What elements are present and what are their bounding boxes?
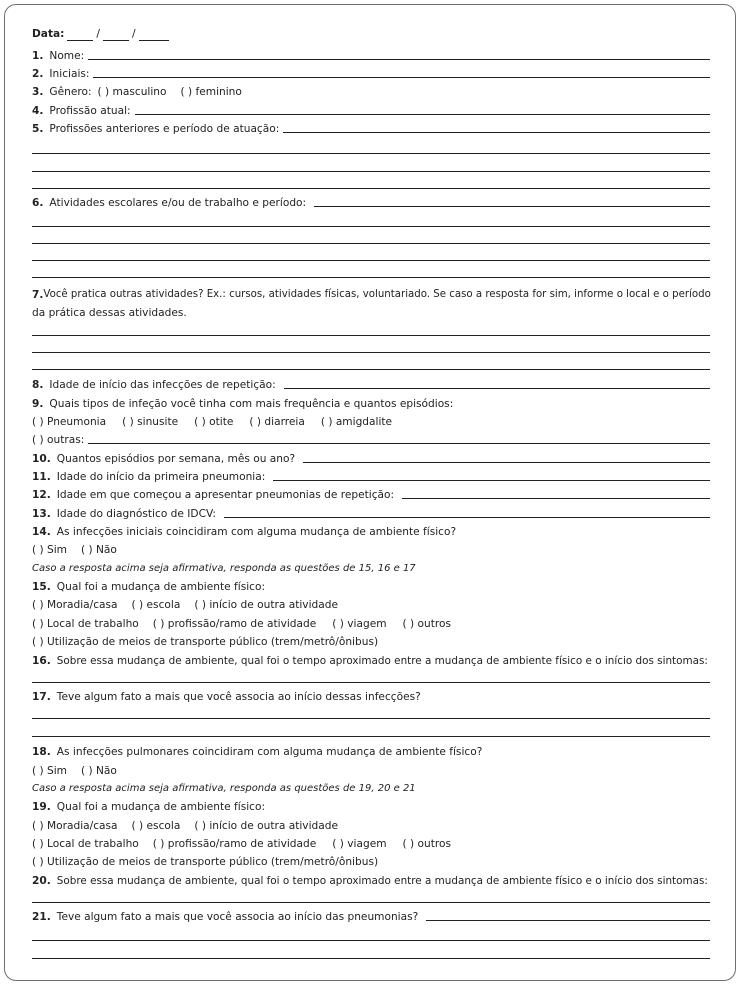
q14-yes-option[interactable]: ( ) Sim <box>32 544 67 556</box>
date-sep-1: / <box>96 28 100 40</box>
question-21-number: 21. <box>32 911 51 923</box>
date-sep-2: / <box>131 28 136 40</box>
q19-home-option[interactable]: ( ) Moradia/casa <box>32 820 118 832</box>
question-5 <box>32 122 710 136</box>
answer-line[interactable] <box>32 188 710 189</box>
q19-school-option[interactable]: ( ) escola <box>131 820 181 832</box>
question-12 <box>32 488 710 502</box>
question-7-label-continued: da prática dessas atividades. <box>32 307 187 319</box>
question-14-options <box>32 543 710 557</box>
q15-public-transport-option[interactable]: ( ) Utilização de meios de transporte público (trem/metrô/ônibus) <box>32 636 379 648</box>
answer-line[interactable] <box>32 226 710 227</box>
q19-options-row-2 <box>32 837 710 851</box>
infection-start-age-field[interactable] <box>284 388 710 389</box>
name-field[interactable] <box>88 59 710 60</box>
answer-line[interactable] <box>32 940 710 941</box>
answer-line[interactable] <box>32 243 710 244</box>
gender-female-option[interactable]: ( ) feminino <box>180 86 242 98</box>
other-infections-option[interactable]: ( ) outras: <box>32 434 85 446</box>
pneumonia-association-field[interactable] <box>426 920 710 921</box>
q19-workplace-option[interactable]: ( ) Local de trabalho <box>32 838 139 850</box>
question-13 <box>32 507 710 521</box>
question-14-note <box>32 562 710 576</box>
q15-other-option[interactable]: ( ) outros <box>402 618 452 630</box>
q15-workplace-option[interactable]: ( ) Local de trabalho <box>32 618 139 630</box>
question-2-label: Iniciais: <box>49 68 90 80</box>
date-row <box>32 27 710 41</box>
question-18-options <box>32 764 710 778</box>
question-2 <box>32 67 710 81</box>
question-20-label: Sobre essa mudança de ambiente, qual foi o tempo aproximado entre a mudança de ambiente físico e o início dos sintomas: <box>56 875 708 887</box>
question-12-number: 12. <box>32 489 51 501</box>
question-1 <box>32 49 710 63</box>
question-14-label: As infecções iniciais coincidiram com alguma mudança de ambiente físico? <box>56 526 457 538</box>
question-17-number: 17. <box>32 691 51 703</box>
question-21 <box>32 910 710 924</box>
question-21-label: Teve algum fato a mais que você associa ao início das pneumonias? <box>56 911 419 923</box>
question-5-number: 5. <box>32 123 44 135</box>
answer-line[interactable] <box>32 153 710 154</box>
first-pneumonia-age-field[interactable] <box>273 480 710 481</box>
question-12-label: Idade em que começou a apresentar pneumonias de repetição: <box>56 489 395 501</box>
answer-line[interactable] <box>32 958 710 959</box>
question-1-label: Nome: <box>49 50 85 62</box>
question-11-label: Idade do início da primeira pneumonia: <box>56 471 266 483</box>
question-14-number: 14. <box>32 526 51 538</box>
pneumonia-option[interactable]: ( ) Pneumonia <box>32 416 107 428</box>
answer-line[interactable] <box>32 352 710 353</box>
q19-profession-option[interactable]: ( ) profissão/ramo de atividade <box>152 838 317 850</box>
question-16-label: Sobre essa mudança de ambiente, qual foi o tempo aproximado entre a mudança de ambiente físico e o início dos sintomas: <box>56 655 708 667</box>
q15-travel-option[interactable]: ( ) viagem <box>332 618 387 630</box>
idcv-diagnosis-age-field[interactable] <box>224 517 710 518</box>
question-16-number: 16. <box>32 655 51 667</box>
tonsillitis-option[interactable]: ( ) amigdalite <box>320 416 393 428</box>
date-day-field[interactable] <box>67 30 93 41</box>
q15-options-row-1 <box>32 598 710 612</box>
otitis-option[interactable]: ( ) otite <box>194 416 234 428</box>
q19-travel-option[interactable]: ( ) viagem <box>332 838 387 850</box>
question-13-label: Idade do diagnóstico de IDCV: <box>56 508 216 520</box>
question-18-label: As infecções pulmonares coincidiram com alguma mudança de ambiente físico? <box>56 746 483 758</box>
q15-options-row-3 <box>32 635 710 649</box>
q14-no-option[interactable]: ( ) Não <box>81 544 117 556</box>
conditional-note: Caso a resposta acima seja afirmativa, responda as questões de 15, 16 e 17 <box>32 563 416 574</box>
gender-male-option[interactable]: ( ) masculino <box>97 86 167 98</box>
question-3-label: Gênero: <box>49 86 92 98</box>
question-9 <box>32 397 710 411</box>
answer-line[interactable] <box>32 902 710 903</box>
question-8-number: 8. <box>32 379 44 391</box>
question-15-label: Qual foi a mudança de ambiente físico: <box>56 581 266 593</box>
question-1-number: 1. <box>32 50 44 62</box>
q19-options-row-3 <box>32 855 710 869</box>
q15-new-activity-option[interactable]: ( ) início de outra atividade <box>194 599 338 611</box>
previous-professions-field[interactable] <box>283 132 710 133</box>
q19-other-option[interactable]: ( ) outros <box>402 838 452 850</box>
question-4-number: 4. <box>32 105 44 117</box>
question-6-label: Atividades escolares e/ou de trabalho e período: <box>49 197 307 209</box>
question-10 <box>32 452 710 466</box>
question-18 <box>32 745 710 759</box>
question-19-number: 19. <box>32 801 51 813</box>
question-7 <box>32 288 710 302</box>
question-9-label: Quais tipos de infeção você tinha com mais frequência e quantos episódios: <box>49 398 454 410</box>
school-work-activities-field[interactable] <box>314 206 710 207</box>
question-20-number: 20. <box>32 875 51 887</box>
question-4-label: Profissão atual: <box>49 105 131 117</box>
date-label: Data: <box>32 28 65 40</box>
question-7-label: Você pratica outras atividades? Ex.: cursos, atividades físicas, voluntariado. Se caso a resposta for sim, informe o local e o período <box>43 289 711 300</box>
conditional-note: Caso a resposta acima seja afirmativa, responda as questões de 19, 20 e 21 <box>32 783 416 794</box>
question-6 <box>32 196 710 210</box>
question-8-label: Idade de início das infecções de repetição: <box>49 379 276 391</box>
question-7-number: 7. <box>32 289 44 301</box>
other-infections-row <box>32 433 710 447</box>
question-16 <box>32 654 710 668</box>
question-8 <box>32 378 710 392</box>
question-5-label: Profissões anteriores e período de atuação: <box>49 123 280 135</box>
answer-line[interactable] <box>32 718 710 719</box>
date-year-field[interactable] <box>139 30 169 41</box>
current-profession-field[interactable] <box>135 114 710 115</box>
answer-line[interactable] <box>32 277 710 278</box>
question-11-number: 11. <box>32 471 51 483</box>
question-17-label: Teve algum fato a mais que você associa ao início dessas infecções? <box>56 691 421 703</box>
sinusitis-option[interactable]: ( ) sinusite <box>122 416 179 428</box>
question-3-number: 3. <box>32 86 44 98</box>
answer-line[interactable] <box>32 335 710 336</box>
question-18-note <box>32 782 710 796</box>
answer-line[interactable] <box>32 260 710 261</box>
question-13-number: 13. <box>32 508 51 520</box>
q19-new-activity-option[interactable]: ( ) início de outra atividade <box>194 820 338 832</box>
question-10-label: Quantos episódios por semana, mês ou ano? <box>56 453 296 465</box>
q15-home-option[interactable]: ( ) Moradia/casa <box>32 599 118 611</box>
q19-options-row-1 <box>32 819 710 833</box>
date-month-field[interactable] <box>103 30 129 41</box>
question-3 <box>32 85 710 99</box>
question-19 <box>32 800 710 814</box>
q19-public-transport-option[interactable]: ( ) Utilização de meios de transporte público (trem/metrô/ônibus) <box>32 856 379 868</box>
question-11 <box>32 470 710 484</box>
repeat-pneumonia-age-field[interactable] <box>402 498 710 499</box>
question-10-number: 10. <box>32 453 51 465</box>
q15-options-row-2 <box>32 617 710 631</box>
question-14 <box>32 525 710 539</box>
question-6-number: 6. <box>32 197 44 209</box>
question-20 <box>32 874 710 888</box>
question-15-number: 15. <box>32 581 51 593</box>
infection-types-options <box>32 415 710 429</box>
question-17 <box>32 690 710 704</box>
episodes-frequency-field[interactable] <box>303 462 710 463</box>
q15-school-option[interactable]: ( ) escola <box>131 599 181 611</box>
question-18-number: 18. <box>32 746 51 758</box>
question-19-label: Qual foi a mudança de ambiente físico: <box>56 801 266 813</box>
answer-line[interactable] <box>32 171 710 172</box>
question-7-continued <box>32 306 710 320</box>
question-15 <box>32 580 710 594</box>
question-4 <box>32 104 710 118</box>
diarrhea-option[interactable]: ( ) diarreia <box>249 416 305 428</box>
question-9-number: 9. <box>32 398 44 410</box>
other-infections-field[interactable] <box>88 443 710 444</box>
question-2-number: 2. <box>32 68 44 80</box>
initials-field[interactable] <box>93 77 710 78</box>
answer-line[interactable] <box>32 682 710 683</box>
q15-profession-option[interactable]: ( ) profissão/ramo de atividade <box>152 618 317 630</box>
answer-line[interactable] <box>32 736 710 737</box>
q18-no-option[interactable]: ( ) Não <box>81 765 117 777</box>
answer-line[interactable] <box>32 369 710 370</box>
q18-yes-option[interactable]: ( ) Sim <box>32 765 67 777</box>
